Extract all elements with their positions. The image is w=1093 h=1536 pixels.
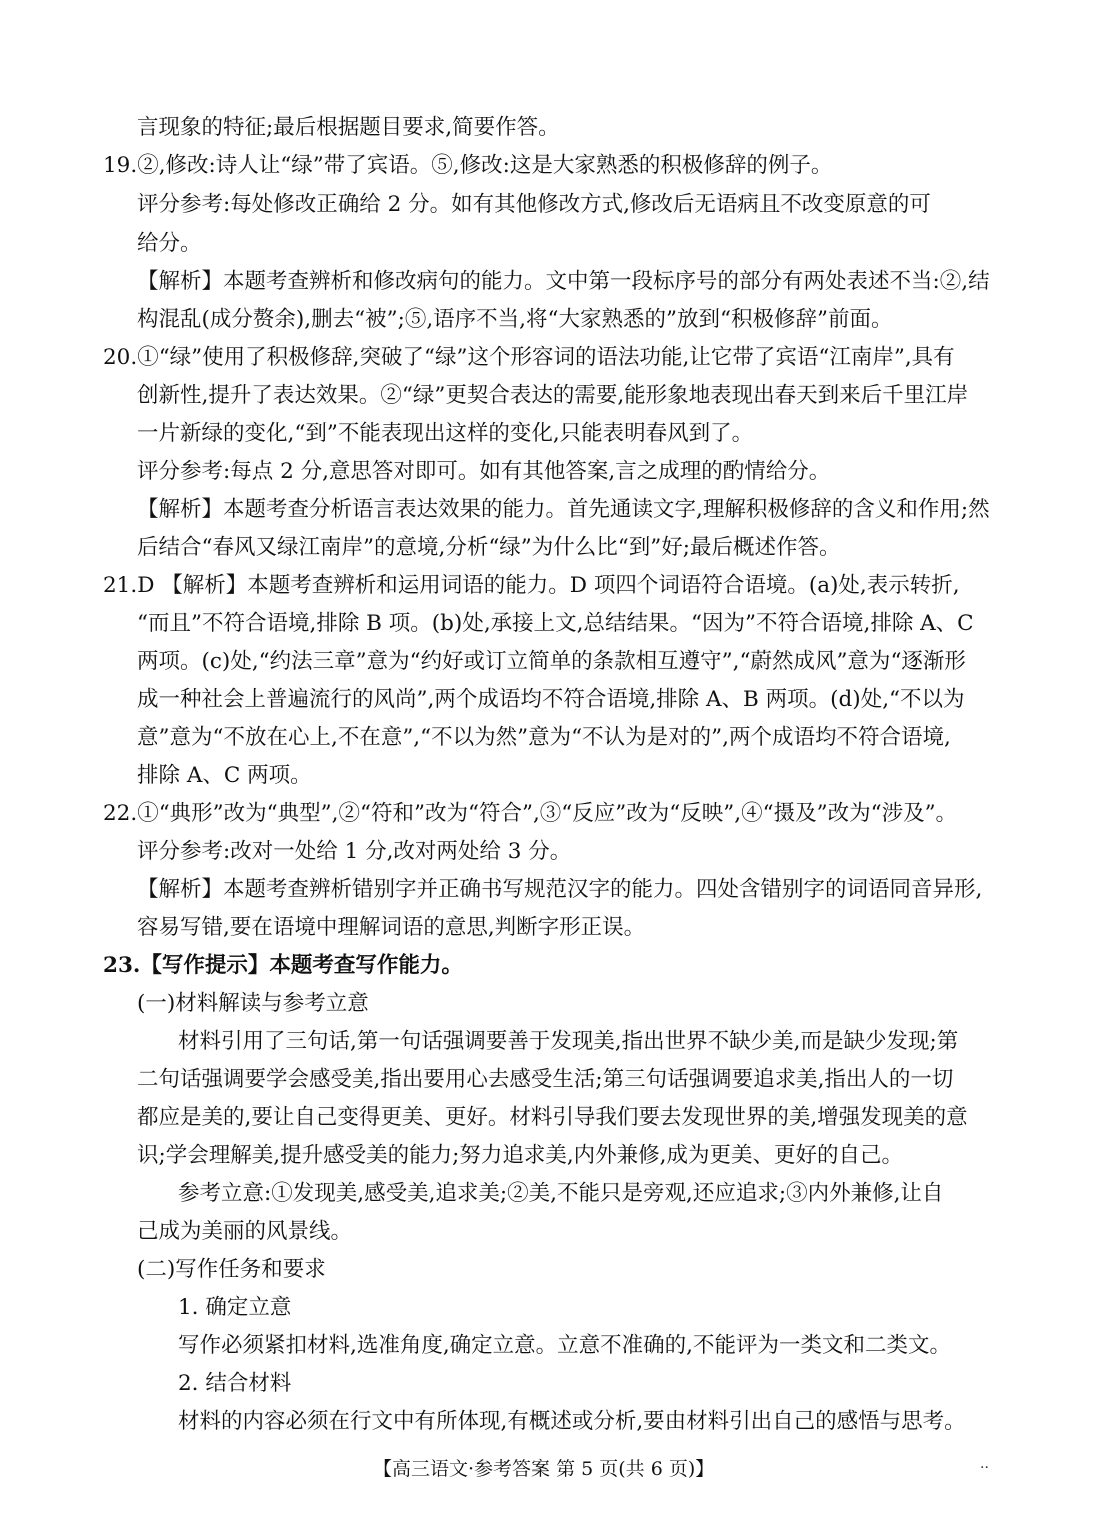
section-heading: (一)材料解读与参考立意 [137, 991, 369, 1016]
text-line: 容易写错,要在语境中理解词语的意思,判断字形正误。 [137, 915, 646, 940]
text-line: 意”意为“不放在心上,不在意”,“不以为然”意为“不认为是对的”,两个成语均不符合语境, [137, 725, 951, 750]
text-line: 材料的内容必须在行文中有所体现,有概述或分析,要由材料引出自己的感悟与思考。 [178, 1409, 966, 1434]
text-line: 材料引用了三句话,第一句话强调要善于发现美,指出世界不缺少美,而是缺少发现;第 [178, 1029, 959, 1054]
answer-21: 21.D 【解析】本题考查辨析和运用词语的能力。D 项四个词语符合语境。(a)处,表示转折, [103, 573, 960, 598]
text-line: 言现象的特征;最后根据题目要求,简要作答。 [137, 115, 560, 140]
text-line: 排除 A、C 两项。 [137, 763, 312, 788]
text-line: 成一种社会上普遍流行的风尚”,两个成语均不符合语境,排除 A、B 两项。(d)处,“不以为 [137, 687, 965, 712]
text-line: 给分。 [137, 231, 202, 256]
answer-22: 22.①“典形”改为“典型”,②“符和”改为“符合”,③“反应”改为“反映”,④“摄及”改为“涉及”。 [103, 801, 958, 826]
text-line: 两项。(c)处,“约法三章”意为“约好或订立简单的条款相互遵守”,“蔚然成风”意为“逐渐形 [137, 649, 966, 674]
subheading: 1. 确定立意 [178, 1295, 292, 1320]
scoring-note: 评分参考:改对一处给 1 分,改对两处给 3 分。 [137, 839, 572, 864]
text-line: 一片新绿的变化,“到”不能表现出这样的变化,只能表明春风到了。 [137, 421, 754, 446]
text-line: 创新性,提升了表达效果。②“绿”更契合表达的需要,能形象地表现出春天到来后千里江岸 [137, 383, 969, 408]
text-line: 识;学会理解美,提升感受美的能力;努力追求美,内外兼修,成为更美、更好的自己。 [137, 1143, 903, 1168]
page-footer: 【高三语文·参考答案 第 5 页(共 6 页)】 [373, 1458, 715, 1480]
text-line: 二句话强调要学会感受美,指出要用心去感受生活;第三句话强调要追求美,指出人的一切 [137, 1067, 954, 1092]
text-line: 后结合“春风又绿江南岸”的意境,分析“绿”为什么比“到”好;最后概述作答。 [137, 535, 841, 560]
text-line: 写作必须紧扣材料,选准角度,确定立意。立意不准确的,不能评为一类文和二类文。 [178, 1333, 952, 1358]
section-heading: (二)写作任务和要求 [137, 1257, 326, 1282]
analysis-20: 【解析】本题考查分析语言表达效果的能力。首先通读文字,理解积极修辞的含义和作用;然 [137, 497, 990, 522]
analysis-22: 【解析】本题考查辨析错别字并正确书写规范汉字的能力。四处含错别字的词语同音异形, [137, 877, 983, 902]
analysis-19: 【解析】本题考查辨析和修改病句的能力。文中第一段标序号的部分有两处表述不当:②,结 [137, 269, 990, 294]
answer-23: 23.【写作提示】本题考查写作能力。 [103, 953, 463, 978]
answer-19: 19.②,修改:诗人让“绿”带了宾语。⑤,修改:这是大家熟悉的积极修辞的例子。 [103, 153, 833, 178]
corner-mark: ·· [980, 1460, 989, 1476]
text-line: 都应是美的,要让自己变得更美、更好。材料引导我们要去发现世界的美,增强发现美的意 [137, 1105, 968, 1130]
scoring-note: 评分参考:每点 2 分,意思答对即可。如有其他答案,言之成理的酌情给分。 [137, 459, 831, 484]
text-line: 构混乱(成分赘余),删去“被”;⑤,语序不当,将“大家熟悉的”放到“积极修辞”前面。 [137, 307, 893, 332]
text-line: 参考立意:①发现美,感受美,追求美;②美,不能只是旁观,还应追求;③内外兼修,让自 [178, 1181, 944, 1206]
scoring-note: 评分参考:每处修改正确给 2 分。如有其他修改方式,修改后无语病且不改变原意的可 [137, 192, 931, 217]
answer-20: 20.①“绿”使用了积极修辞,突破了“绿”这个形容词的语法功能,让它带了宾语“江南岸”,具有 [103, 345, 955, 370]
text-line: 己成为美丽的风景线。 [137, 1219, 353, 1244]
subheading: 2. 结合材料 [178, 1371, 292, 1396]
text-line: “而且”不符合语境,排除 B 项。(b)处,承接上文,总结结果。“因为”不符合语境,排除 A、C [137, 611, 974, 636]
